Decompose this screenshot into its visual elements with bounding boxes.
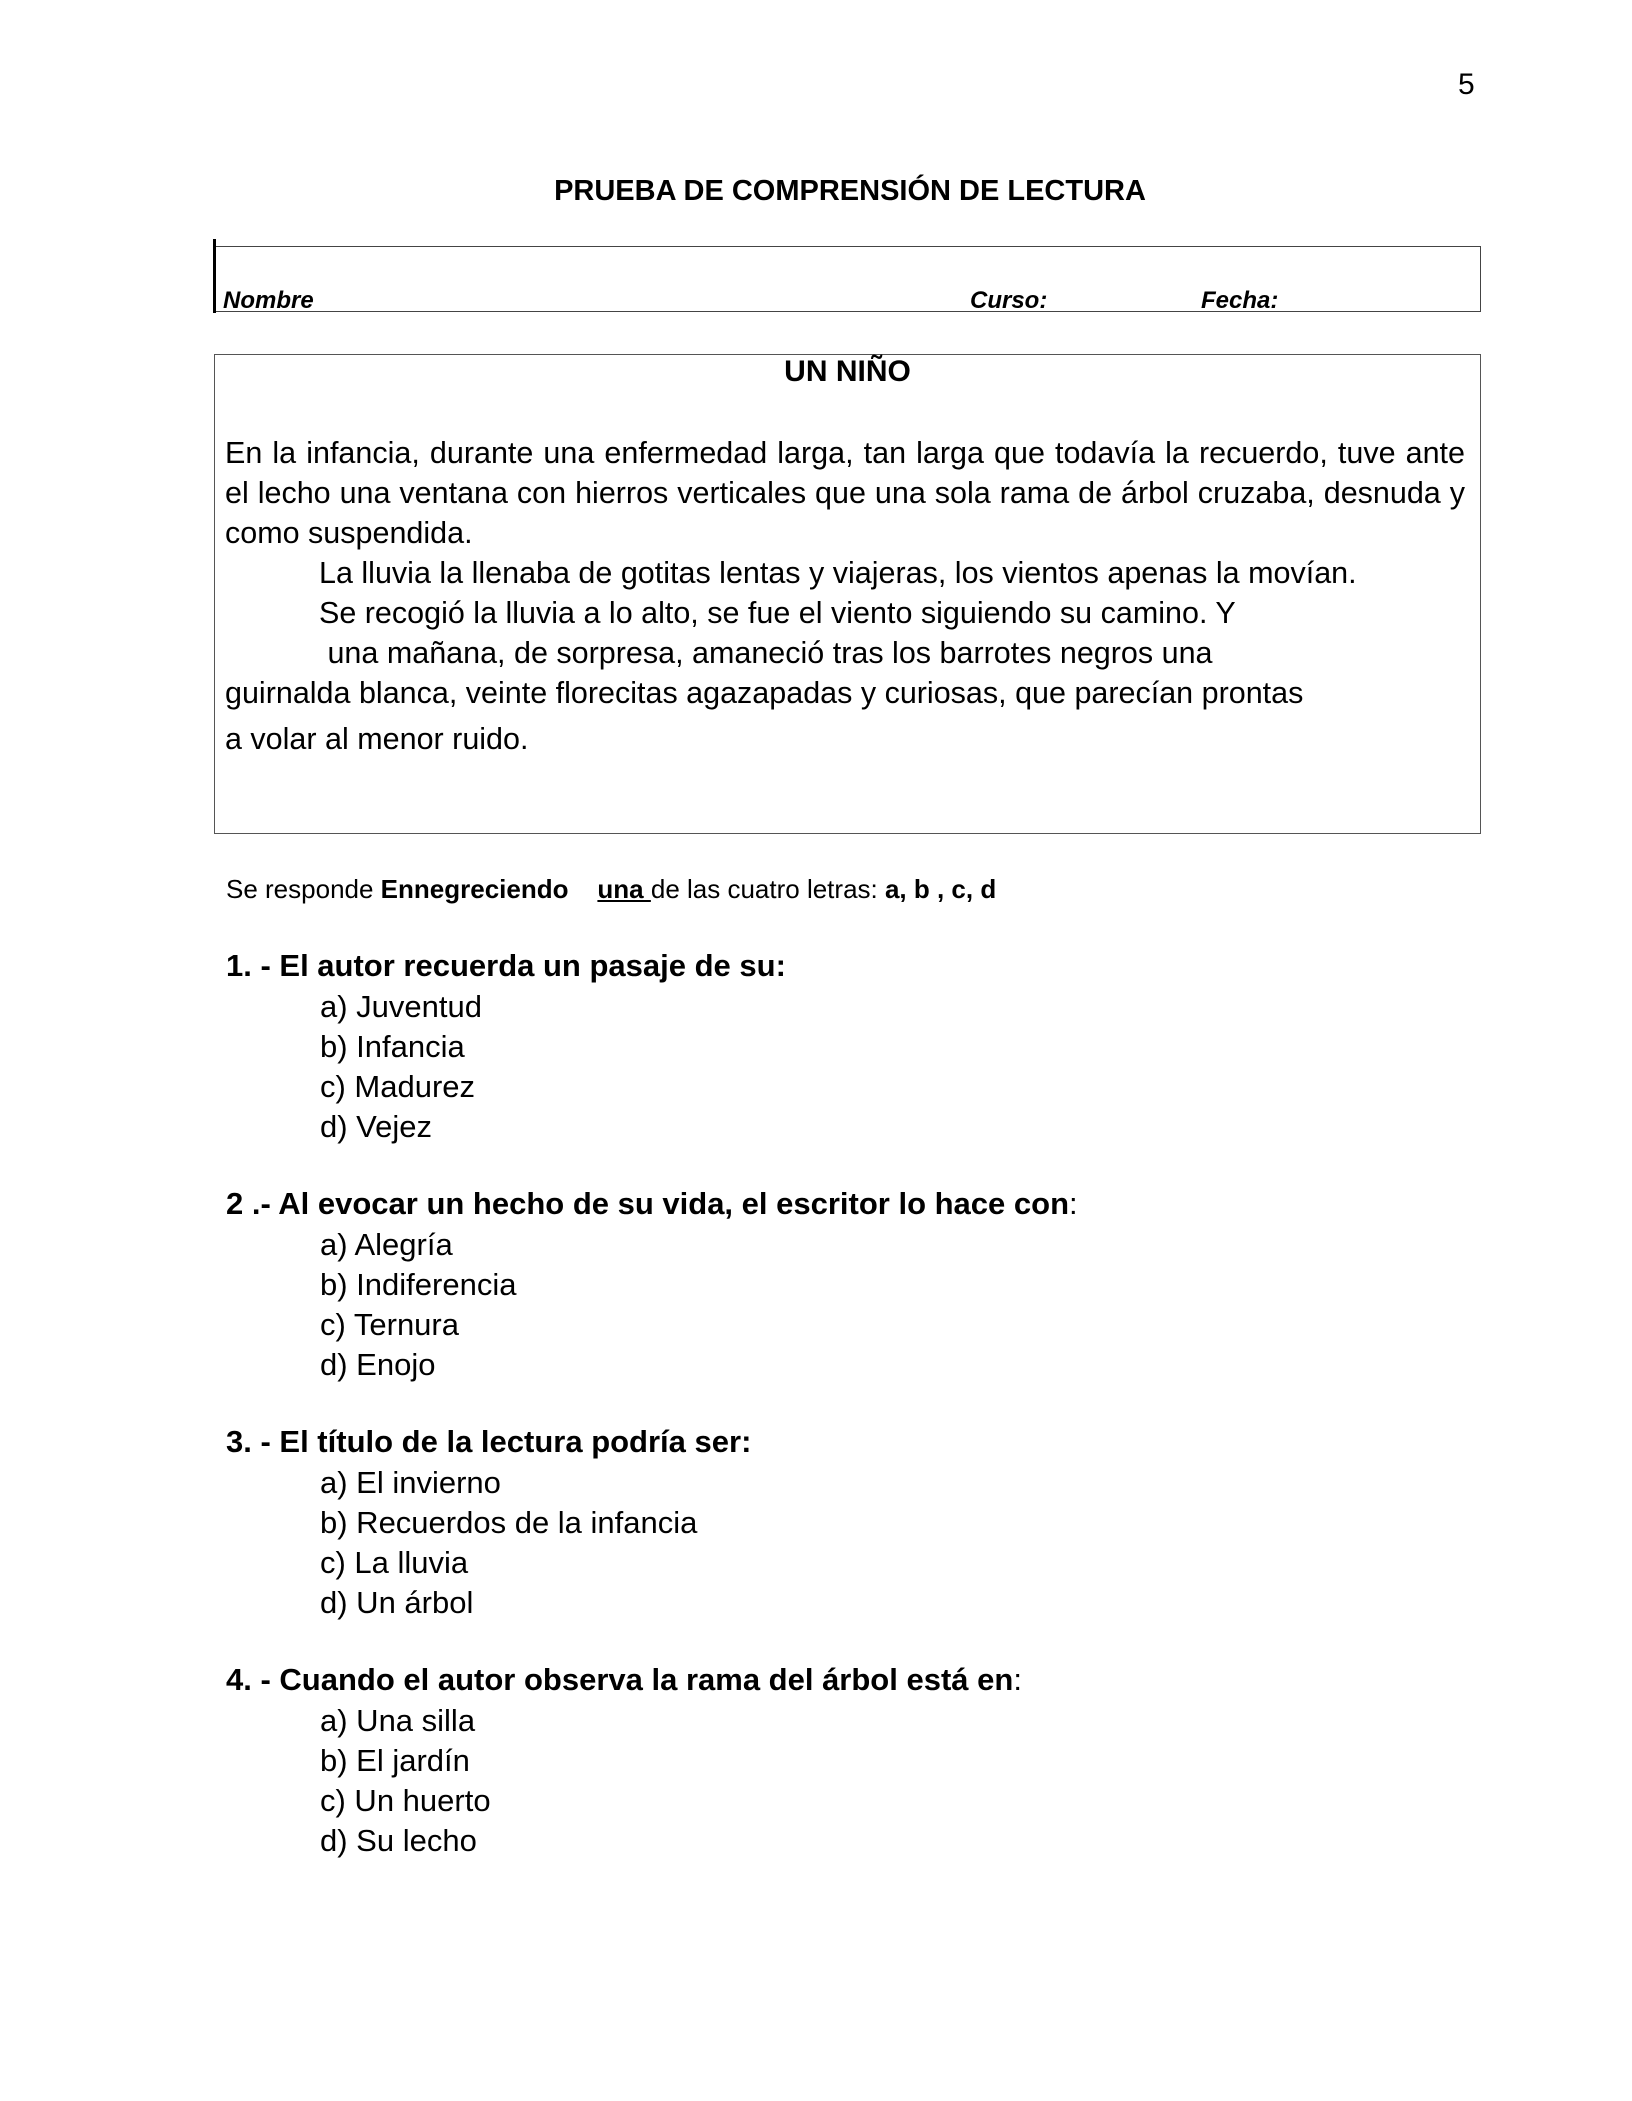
instructions-bold-word: Ennegreciendo bbox=[380, 874, 569, 904]
instructions bbox=[226, 874, 996, 905]
question-2 bbox=[226, 1183, 1078, 1385]
document-title: PRUEBA DE COMPRENSIÓN DE LECTURA bbox=[554, 175, 1146, 207]
box-tick-mark bbox=[213, 239, 216, 313]
answer-option[interactable]: a) Alegría bbox=[320, 1227, 453, 1262]
answer-option[interactable]: c) Madurez bbox=[320, 1069, 476, 1104]
question-text: 2 .- Al evocar un hecho de su vida, el escritor lo hace con: bbox=[226, 1186, 1078, 1221]
question-text: 4. - Cuando el autor observa la rama del árbol está en: bbox=[226, 1662, 1022, 1697]
answer-option[interactable]: c) La lluvia bbox=[320, 1545, 469, 1580]
answer-option[interactable]: d) Enojo bbox=[320, 1347, 436, 1382]
answer-option[interactable]: b) Infancia bbox=[320, 1029, 465, 1064]
answer-options bbox=[320, 1225, 1078, 1385]
instructions-letters: a, b , c, d bbox=[877, 874, 997, 904]
paragraph-3-line-3: guirnalda blanca, veinte florecitas agazapadas y curiosas, que parecían prontas bbox=[225, 676, 1304, 710]
answer-option[interactable]: a) Una silla bbox=[320, 1703, 476, 1738]
student-info-box bbox=[214, 246, 1481, 312]
instructions-gap bbox=[569, 874, 598, 904]
reading-paragraph-2: La lluvia la llenaba de gotitas lentas y viajeras, los vientos apenas la movían. bbox=[319, 556, 1357, 590]
question-text: 3. - El título de la lectura podría ser: bbox=[226, 1424, 752, 1459]
reading-paragraph-3 bbox=[225, 593, 1465, 759]
answer-options bbox=[320, 987, 786, 1147]
answer-options bbox=[320, 1463, 751, 1623]
answer-option[interactable]: b) El jardín bbox=[320, 1743, 470, 1778]
answer-option[interactable]: b) Recuerdos de la infancia bbox=[320, 1505, 698, 1540]
answer-option[interactable]: d) Vejez bbox=[320, 1109, 433, 1144]
paragraph-3-line-4: a volar al menor ruido. bbox=[225, 722, 529, 756]
answer-option[interactable]: d) Su lecho bbox=[320, 1823, 477, 1858]
question-1 bbox=[226, 945, 786, 1147]
reading-text bbox=[225, 433, 1465, 759]
question-text: 1. - El autor recuerda un pasaje de su: bbox=[226, 948, 786, 983]
answer-option[interactable]: a) Juventud bbox=[320, 989, 482, 1024]
reading-passage-box bbox=[214, 354, 1481, 834]
date-label: Fecha: bbox=[1201, 287, 1279, 314]
answer-option[interactable]: c) Un huerto bbox=[320, 1783, 491, 1818]
instructions-text-2: de las cuatro letras: bbox=[650, 874, 878, 904]
question-3 bbox=[226, 1421, 751, 1623]
answer-options bbox=[320, 1701, 1022, 1861]
course-label: Curso: bbox=[970, 287, 1048, 314]
answer-option[interactable]: c) Ternura bbox=[320, 1307, 459, 1342]
page-number: 5 bbox=[1458, 68, 1475, 101]
question-4 bbox=[226, 1659, 1022, 1861]
answer-option[interactable]: b) Indiferencia bbox=[320, 1267, 517, 1302]
instructions-text: Se responde bbox=[226, 874, 381, 904]
instructions-underlined-word: una bbox=[597, 874, 651, 904]
reading-title: UN NIÑO bbox=[784, 355, 911, 388]
answer-option[interactable]: d) Un árbol bbox=[320, 1585, 474, 1620]
reading-paragraph-1: En la infancia, durante una enfermedad larga, tan larga que todavía la recuerdo, tuve ante el lecho una ventana con hierros verticales que una sola rama de árbol cruzaba, desnuda y como suspendida. bbox=[225, 436, 1465, 550]
paragraph-3-line-2: una mañana, de sorpresa, amaneció tras los barrotes negros una bbox=[319, 636, 1213, 670]
name-label: Nombre bbox=[223, 287, 314, 314]
paragraph-3-line-1: Se recogió la lluvia a lo alto, se fue el viento siguiendo su camino. Y bbox=[319, 596, 1236, 630]
answer-option[interactable]: a) El invierno bbox=[320, 1465, 501, 1500]
